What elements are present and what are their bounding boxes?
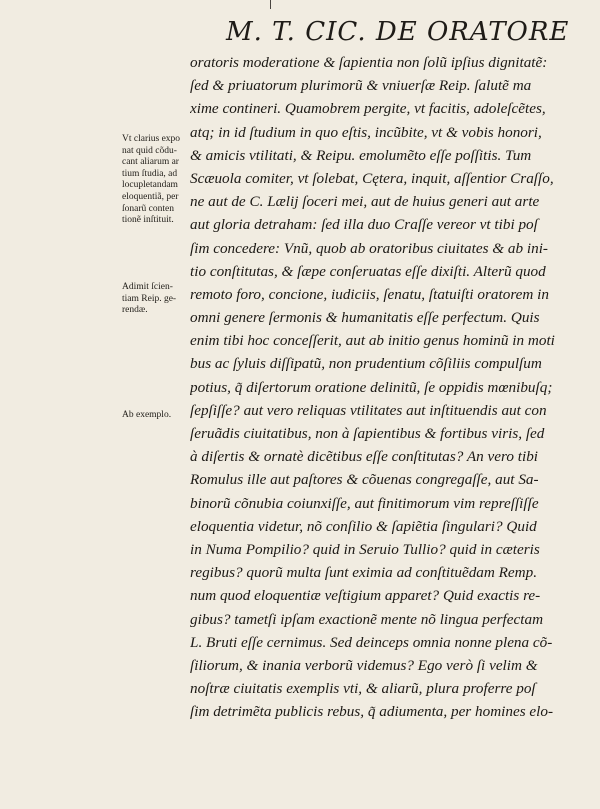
margin-note-example [122, 410, 192, 422]
text-line: xime contineri. Quamobrem pergite, vt facitis, adoleſcẽtes, [190, 100, 546, 118]
text-line: Romulus ille aut paſtores & cõuenas congregaſſe, aut Sa- [190, 471, 539, 489]
text-line: ſepſiſſe? aut vero reliquas vtilitates aut inſtituendis aut con [190, 401, 547, 419]
text-line: Scæuola comiter, vt ſolebat, Cętera, inquit, aſſentior Craſſo, [190, 169, 554, 187]
text-line: binorũ cõnubia coiunxiſſe, aut finitimorum vim repreſſiſſe [190, 494, 539, 512]
margin-note-line: tium ſtudia, ad [122, 168, 178, 179]
text-line: ne aut de C. Lælij ſoceri mei, aut de huius generi aut arte [190, 193, 540, 211]
text-line: potius, q̃ diſertorum oratione delinitũ, ſe oppidis mœnibuſq; [190, 378, 553, 396]
text-line: enim tibi hoc conceſſerit, aut ab initio genus hominũ in moti [190, 332, 555, 350]
text-line: noſtræ ciuitatis exemplis vti, & aliarũ, plura proferre poſ [190, 680, 536, 698]
text-line: ſiliorum, & inania verborũ videmus? Ego verò ſi velim & [190, 656, 538, 674]
text-line: atq; in id ſtudium in quo eſtis, incũbite, vt & vobis honori, [190, 123, 542, 141]
text-line: ſed & priuatorum plurimorũ & vniuerſæ Reip. ſalutẽ ma [190, 77, 532, 95]
margin-note-line: locupletandam [122, 180, 178, 191]
margin-note-line: tionẽ inſtituit. [122, 215, 174, 226]
text-line: num quod eloquentiæ veſtigium apparet? Quid exactis re- [190, 587, 541, 605]
text-line: ſim concedere: Vnũ, quob ab oratoribus ciuitates & ab ini- [190, 239, 548, 257]
margin-note-line: cant aliarum ar [122, 157, 179, 168]
margin-note-line: tiam Reip. ge- [122, 293, 177, 304]
margin-note-line: Adimit ſcien- [122, 282, 173, 292]
text-line: remoto foro, concione, iudiciis, ſenatu, ſtatuiſti oratorem in [190, 285, 549, 303]
text-line: ſim detrimẽta publicis rebus, q̃ adiumenta, per homines elo- [190, 703, 554, 721]
margin-note-line: eloquentiã, per [122, 191, 179, 202]
text-line: aut gloria detraham: ſed illa duo Craſſe vereor vt tibi poſ [190, 216, 538, 234]
margin-note-line: Ab exemplo. [122, 410, 172, 420]
text-line: bus ac ſyluis diſſipatũ, non prudentium cõſiliis compulſum [190, 355, 542, 373]
margin-note-line: nat quid cõdu- [122, 145, 177, 156]
margin-note-rhetoric [122, 134, 192, 227]
text-line: tio conſtitutas, & ſæpe conſeruatas eſſe dixiſti. Alterũ quod [190, 262, 546, 280]
running-head: M. T. CIC. DE ORATORE [226, 17, 570, 47]
text-line: ſeruãdis ciuitatibus, non à ſapientibus & fortibus viris, ſed [190, 425, 545, 442]
text-line: L. Bruti eſſe cernimus. Sed deinceps omnia nonne plena cõ- [190, 633, 553, 651]
page-edge-mark [270, 0, 271, 9]
text-line: eloquentia videtur, nõ conſilio & ſapiẽtia ſingulari? Quid [190, 517, 537, 535]
text-line: omni genere ſermonis & humanitatis eſſe perfectum. Quis [190, 309, 540, 327]
text-line: in Numa Pompilio? quid in Seruio Tullio? quid in cæteris [190, 540, 540, 558]
margin-note-line: rendæ. [122, 305, 148, 316]
text-line: gibus? tametſi ipſam exactionẽ mente nõ lingua perfectam [190, 610, 544, 628]
body-text [190, 51, 576, 723]
text-line: & amicis vtilitati, & Reipu. emolumẽto eſſe poſſitis. Tum [190, 146, 532, 164]
margin-note-line: Vt clarius expo [122, 134, 181, 144]
margin-note-science [122, 282, 192, 317]
text-line: regibus? quorũ multa ſunt eximia ad conſtituẽdam Remp. [190, 564, 538, 582]
text-line: à diſertis & ornatè dicẽtibus eſſe conſtitutas? An vero tibi [190, 448, 539, 466]
margin-note-line: ſonarũ conten [122, 203, 174, 214]
text-line: oratoris moderatione & ſapientia non ſolũ ipſius dignitatẽ: [190, 54, 548, 71]
